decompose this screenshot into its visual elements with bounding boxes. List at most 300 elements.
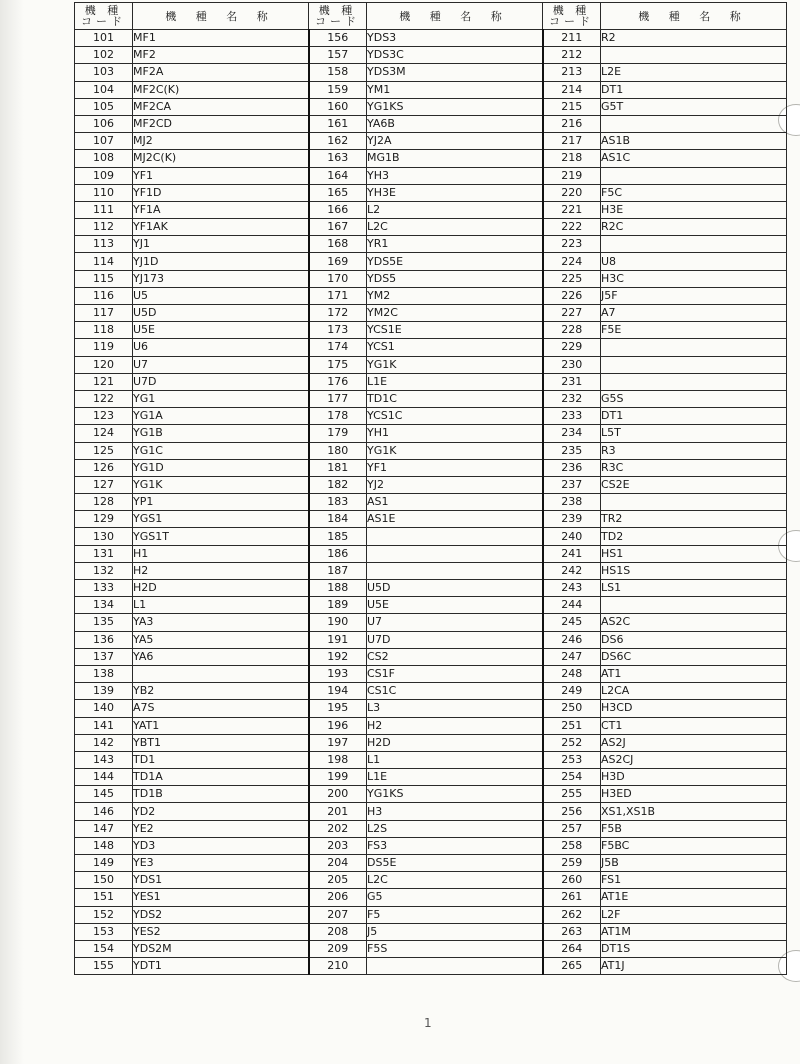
table-row: [75, 30, 787, 47]
model-name-cell: H3CD: [601, 700, 787, 717]
model-code-cell: 243: [543, 580, 601, 597]
model-code-cell: 228: [543, 322, 601, 339]
model-code-cell: 253: [543, 751, 601, 768]
model-name-cell: F5S: [367, 940, 543, 957]
table-row: [75, 184, 787, 201]
model-code-cell: 242: [543, 562, 601, 579]
model-code-cell: 128: [75, 494, 133, 511]
model-name-cell: YF1AK: [133, 219, 309, 236]
model-name-cell: YM2: [367, 287, 543, 304]
code-header: 機 種 コード: [75, 3, 133, 30]
model-name-cell: H2D: [133, 580, 309, 597]
model-code-cell: 246: [543, 631, 601, 648]
model-code-cell: 203: [309, 837, 367, 854]
model-code-cell: 134: [75, 597, 133, 614]
model-code-cell: 254: [543, 769, 601, 786]
model-name-cell: HS1S: [601, 562, 787, 579]
table-row: [75, 253, 787, 270]
model-name-cell: F5BC: [601, 837, 787, 854]
model-name-cell: U7: [133, 356, 309, 373]
model-name-cell: HS1: [601, 545, 787, 562]
table-row: [75, 717, 787, 734]
model-code-cell: 119: [75, 339, 133, 356]
name-header: 機 種 名 称: [367, 3, 543, 30]
table-row: [75, 734, 787, 751]
model-code-cell: 116: [75, 287, 133, 304]
model-name-cell: YJ1D: [133, 253, 309, 270]
model-name-cell: [601, 356, 787, 373]
model-name-cell: A7: [601, 305, 787, 322]
model-code-cell: 111: [75, 201, 133, 218]
model-code-cell: 233: [543, 408, 601, 425]
table-row: [75, 631, 787, 648]
model-code-cell: 117: [75, 305, 133, 322]
table-header-row: [75, 3, 787, 30]
table-row: [75, 889, 787, 906]
model-name-cell: L2C: [367, 219, 543, 236]
model-code-cell: 180: [309, 442, 367, 459]
table-row: [75, 683, 787, 700]
table-row: [75, 115, 787, 132]
model-code-cell: 169: [309, 253, 367, 270]
model-code-cell: 173: [309, 322, 367, 339]
model-code-cell: 147: [75, 820, 133, 837]
model-name-cell: YG1C: [133, 442, 309, 459]
model-name-cell: R2: [601, 30, 787, 47]
model-code-cell: 163: [309, 150, 367, 167]
model-code-cell: 199: [309, 769, 367, 786]
name-header: 機 種 名 称: [133, 3, 309, 30]
model-name-cell: H3: [367, 803, 543, 820]
table-row: [75, 390, 787, 407]
table-row: [75, 81, 787, 98]
model-name-cell: U8: [601, 253, 787, 270]
model-name-cell: [601, 47, 787, 64]
model-code-cell: 188: [309, 580, 367, 597]
model-code-cell: 162: [309, 133, 367, 150]
model-code-cell: 219: [543, 167, 601, 184]
table-row: [75, 47, 787, 64]
model-code-cell: 209: [309, 940, 367, 957]
model-name-cell: AS1: [367, 494, 543, 511]
model-name-cell: YGS1T: [133, 528, 309, 545]
model-code-cell: 104: [75, 81, 133, 98]
model-code-cell: 250: [543, 700, 601, 717]
model-code-cell: 161: [309, 115, 367, 132]
model-code-cell: 247: [543, 648, 601, 665]
model-name-cell: TD1A: [133, 769, 309, 786]
model-code-cell: 144: [75, 769, 133, 786]
model-name-cell: L2E: [601, 64, 787, 81]
model-name-cell: H3C: [601, 270, 787, 287]
model-code-cell: 127: [75, 476, 133, 493]
model-code-cell: 168: [309, 236, 367, 253]
model-name-cell: YDS3C: [367, 47, 543, 64]
model-name-cell: [601, 373, 787, 390]
model-code-cell: 259: [543, 855, 601, 872]
table-row: [75, 425, 787, 442]
model-name-cell: YG1A: [133, 408, 309, 425]
model-name-cell: G5S: [601, 390, 787, 407]
model-code-cell: 260: [543, 872, 601, 889]
table-row: [75, 494, 787, 511]
model-code-cell: 248: [543, 665, 601, 682]
model-code-cell: 193: [309, 665, 367, 682]
model-name-cell: YD3: [133, 837, 309, 854]
model-code-cell: 234: [543, 425, 601, 442]
model-code-cell: 166: [309, 201, 367, 218]
model-code-cell: 150: [75, 872, 133, 889]
model-name-cell: L3: [367, 700, 543, 717]
model-code-cell: 185: [309, 528, 367, 545]
model-name-cell: MF2CA: [133, 98, 309, 115]
table-row: [75, 665, 787, 682]
model-code-cell: 131: [75, 545, 133, 562]
model-code-cell: 103: [75, 64, 133, 81]
model-code-cell: 135: [75, 614, 133, 631]
model-name-cell: YB2: [133, 683, 309, 700]
model-name-cell: YGS1: [133, 511, 309, 528]
model-name-cell: YF1: [367, 459, 543, 476]
model-name-cell: DS5E: [367, 855, 543, 872]
model-name-cell: H3E: [601, 201, 787, 218]
model-code-cell: 113: [75, 236, 133, 253]
table-row: [75, 511, 787, 528]
table-row: [75, 408, 787, 425]
model-name-cell: YH3: [367, 167, 543, 184]
model-code-cell: 226: [543, 287, 601, 304]
model-name-cell: H3D: [601, 769, 787, 786]
model-name-cell: YDT1: [133, 958, 309, 975]
table-row: [75, 133, 787, 150]
model-name-cell: YCS1E: [367, 322, 543, 339]
model-code-cell: 140: [75, 700, 133, 717]
model-code-cell: 251: [543, 717, 601, 734]
model-code-cell: 165: [309, 184, 367, 201]
model-code-cell: 146: [75, 803, 133, 820]
page-shadow: [0, 0, 24, 1064]
model-code-cell: 187: [309, 562, 367, 579]
model-code-cell: 122: [75, 390, 133, 407]
model-code-cell: 241: [543, 545, 601, 562]
table-row: [75, 648, 787, 665]
model-code-cell: 194: [309, 683, 367, 700]
model-name-cell: CT1: [601, 717, 787, 734]
model-code-table: [74, 2, 787, 975]
model-code-cell: 154: [75, 940, 133, 957]
table-row: [75, 476, 787, 493]
model-name-cell: DT1S: [601, 940, 787, 957]
table-row: [75, 700, 787, 717]
model-name-cell: YDS5: [367, 270, 543, 287]
model-name-cell: XS1,XS1B: [601, 803, 787, 820]
model-code-cell: 192: [309, 648, 367, 665]
model-name-cell: YA6: [133, 648, 309, 665]
table-row: [75, 219, 787, 236]
model-code-cell: 189: [309, 597, 367, 614]
model-code-cell: 223: [543, 236, 601, 253]
model-code-cell: 244: [543, 597, 601, 614]
model-name-cell: F5B: [601, 820, 787, 837]
model-code-cell: 256: [543, 803, 601, 820]
model-name-cell: AT1: [601, 665, 787, 682]
model-code-cell: 130: [75, 528, 133, 545]
code-header: 機 種 コード: [309, 3, 367, 30]
model-code-cell: 151: [75, 889, 133, 906]
model-code-cell: 141: [75, 717, 133, 734]
model-name-cell: YE3: [133, 855, 309, 872]
model-name-cell: AS2CJ: [601, 751, 787, 768]
model-name-cell: U5D: [367, 580, 543, 597]
model-name-cell: U6: [133, 339, 309, 356]
table-row: [75, 562, 787, 579]
model-name-cell: [601, 167, 787, 184]
model-code-cell: 208: [309, 923, 367, 940]
model-code-cell: 249: [543, 683, 601, 700]
model-name-cell: YF1D: [133, 184, 309, 201]
model-name-cell: L1: [367, 751, 543, 768]
name-header: 機 種 名 称: [601, 3, 787, 30]
model-code-cell: 205: [309, 872, 367, 889]
model-name-cell: TD2: [601, 528, 787, 545]
model-code-cell: 184: [309, 511, 367, 528]
table-row: [75, 442, 787, 459]
model-name-cell: YES1: [133, 889, 309, 906]
model-name-cell: YP1: [133, 494, 309, 511]
model-code-cell: 158: [309, 64, 367, 81]
model-name-cell: L2CA: [601, 683, 787, 700]
model-code-cell: 231: [543, 373, 601, 390]
model-code-cell: 210: [309, 958, 367, 975]
model-name-cell: AT1M: [601, 923, 787, 940]
model-code-cell: 145: [75, 786, 133, 803]
model-name-cell: MF2C(K): [133, 81, 309, 98]
model-code-cell: 102: [75, 47, 133, 64]
model-code-cell: 197: [309, 734, 367, 751]
model-code-cell: 195: [309, 700, 367, 717]
model-code-cell: 265: [543, 958, 601, 975]
model-code-cell: 196: [309, 717, 367, 734]
model-name-cell: YA3: [133, 614, 309, 631]
model-name-cell: U7D: [367, 631, 543, 648]
model-code-cell: 172: [309, 305, 367, 322]
model-name-cell: G5T: [601, 98, 787, 115]
model-code-cell: 181: [309, 459, 367, 476]
table-row: [75, 597, 787, 614]
page-number: 1: [424, 1016, 432, 1030]
model-code-cell: 227: [543, 305, 601, 322]
model-code-cell: 218: [543, 150, 601, 167]
model-code-cell: 142: [75, 734, 133, 751]
table-row: [75, 373, 787, 390]
model-name-cell: YG1KS: [367, 98, 543, 115]
model-name-cell: R3: [601, 442, 787, 459]
model-name-cell: [367, 562, 543, 579]
model-name-cell: U5D: [133, 305, 309, 322]
model-code-cell: 200: [309, 786, 367, 803]
model-name-cell: [601, 236, 787, 253]
model-code-cell: 220: [543, 184, 601, 201]
model-name-cell: YDS3M: [367, 64, 543, 81]
model-name-cell: FS1: [601, 872, 787, 889]
model-name-cell: MF2A: [133, 64, 309, 81]
model-code-cell: 105: [75, 98, 133, 115]
model-name-cell: L2S: [367, 820, 543, 837]
model-name-cell: AS1B: [601, 133, 787, 150]
model-name-cell: YCS1: [367, 339, 543, 356]
table-row: [75, 270, 787, 287]
model-code-cell: 262: [543, 906, 601, 923]
model-code-cell: 236: [543, 459, 601, 476]
model-name-cell: FS3: [367, 837, 543, 854]
model-name-cell: CS1C: [367, 683, 543, 700]
model-name-cell: YDS1: [133, 872, 309, 889]
model-name-cell: YBT1: [133, 734, 309, 751]
model-code-cell: 238: [543, 494, 601, 511]
model-code-cell: 235: [543, 442, 601, 459]
model-name-cell: G5: [367, 889, 543, 906]
table-row: [75, 322, 787, 339]
model-code-cell: 175: [309, 356, 367, 373]
model-name-cell: YAT1: [133, 717, 309, 734]
model-name-cell: YG1KS: [367, 786, 543, 803]
model-name-cell: DS6C: [601, 648, 787, 665]
table-row: [75, 236, 787, 253]
model-code-cell: 101: [75, 30, 133, 47]
model-name-cell: U7: [367, 614, 543, 631]
model-name-cell: DT1: [601, 81, 787, 98]
model-name-cell: YA5: [133, 631, 309, 648]
model-code-cell: 204: [309, 855, 367, 872]
model-name-cell: MJ2: [133, 133, 309, 150]
model-name-cell: YF1: [133, 167, 309, 184]
model-code-cell: 106: [75, 115, 133, 132]
model-name-cell: YH3E: [367, 184, 543, 201]
model-code-cell: 115: [75, 270, 133, 287]
model-code-cell: 201: [309, 803, 367, 820]
model-name-cell: U5E: [367, 597, 543, 614]
model-code-cell: 164: [309, 167, 367, 184]
model-code-cell: 257: [543, 820, 601, 837]
model-name-cell: AS1C: [601, 150, 787, 167]
table-row: [75, 940, 787, 957]
model-code-cell: 139: [75, 683, 133, 700]
model-code-cell: 178: [309, 408, 367, 425]
model-name-cell: [601, 115, 787, 132]
model-code-cell: 212: [543, 47, 601, 64]
model-code-cell: 211: [543, 30, 601, 47]
model-code-cell: 171: [309, 287, 367, 304]
model-name-cell: L2F: [601, 906, 787, 923]
table-row: [75, 339, 787, 356]
model-code-cell: 186: [309, 545, 367, 562]
model-name-cell: R2C: [601, 219, 787, 236]
model-code-cell: 121: [75, 373, 133, 390]
model-name-cell: YES2: [133, 923, 309, 940]
model-code-cell: 213: [543, 64, 601, 81]
table-row: [75, 580, 787, 597]
model-name-cell: H1: [133, 545, 309, 562]
model-code-cell: 110: [75, 184, 133, 201]
table-row: [75, 459, 787, 476]
model-code-cell: 148: [75, 837, 133, 854]
model-code-cell: 245: [543, 614, 601, 631]
model-code-cell: 118: [75, 322, 133, 339]
model-name-cell: YJ1: [133, 236, 309, 253]
model-code-cell: 176: [309, 373, 367, 390]
model-name-cell: H3ED: [601, 786, 787, 803]
model-name-cell: J5: [367, 923, 543, 940]
model-name-cell: [367, 528, 543, 545]
model-code-cell: 252: [543, 734, 601, 751]
model-code-cell: 224: [543, 253, 601, 270]
model-code-cell: 157: [309, 47, 367, 64]
model-code-cell: 177: [309, 390, 367, 407]
model-code-cell: 215: [543, 98, 601, 115]
model-name-cell: L2C: [367, 872, 543, 889]
table-row: [75, 528, 787, 545]
model-name-cell: YG1K: [133, 476, 309, 493]
model-name-cell: DS6: [601, 631, 787, 648]
model-name-cell: CS1F: [367, 665, 543, 682]
model-name-cell: H2: [133, 562, 309, 579]
model-code-cell: 152: [75, 906, 133, 923]
model-code-cell: 182: [309, 476, 367, 493]
model-name-cell: J5B: [601, 855, 787, 872]
model-code-cell: 133: [75, 580, 133, 597]
model-name-cell: [601, 494, 787, 511]
model-code-cell: 229: [543, 339, 601, 356]
model-code-cell: 159: [309, 81, 367, 98]
model-name-cell: CS2E: [601, 476, 787, 493]
table-row: [75, 287, 787, 304]
model-name-cell: YCS1C: [367, 408, 543, 425]
model-name-cell: YA6B: [367, 115, 543, 132]
model-name-cell: L1E: [367, 373, 543, 390]
model-name-cell: TD1: [133, 751, 309, 768]
model-name-cell: YDS5E: [367, 253, 543, 270]
model-name-cell: L5T: [601, 425, 787, 442]
model-code-cell: 107: [75, 133, 133, 150]
model-name-cell: YJ2: [367, 476, 543, 493]
model-name-cell: YG1B: [133, 425, 309, 442]
model-code-cell: 132: [75, 562, 133, 579]
model-code-cell: 167: [309, 219, 367, 236]
model-code-cell: 222: [543, 219, 601, 236]
model-name-cell: [367, 958, 543, 975]
table-row: [75, 98, 787, 115]
table-row: [75, 855, 787, 872]
model-name-cell: [601, 339, 787, 356]
model-name-cell: YR1: [367, 236, 543, 253]
model-name-cell: MG1B: [367, 150, 543, 167]
table-row: [75, 64, 787, 81]
model-name-cell: TD1C: [367, 390, 543, 407]
model-code-cell: 129: [75, 511, 133, 528]
model-code-cell: 143: [75, 751, 133, 768]
model-name-cell: H2: [367, 717, 543, 734]
table-row: [75, 872, 787, 889]
model-name-cell: LS1: [601, 580, 787, 597]
model-name-cell: U7D: [133, 373, 309, 390]
model-name-cell: DT1: [601, 408, 787, 425]
model-name-cell: YD2: [133, 803, 309, 820]
table-row: [75, 201, 787, 218]
table-row: [75, 958, 787, 975]
model-code-cell: 137: [75, 648, 133, 665]
table-row: [75, 150, 787, 167]
model-name-cell: YM2C: [367, 305, 543, 322]
